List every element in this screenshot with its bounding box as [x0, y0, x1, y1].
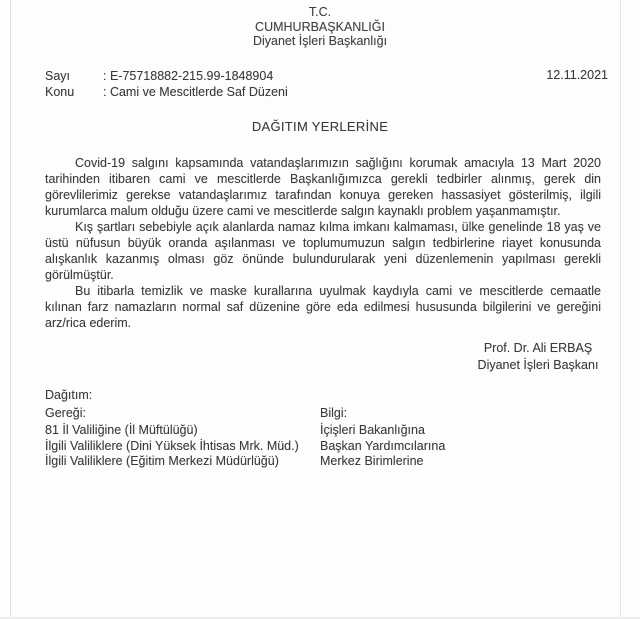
- signature-block: [438, 340, 638, 373]
- body-paragraph-3: Bu itibarla temizlik ve maske kurallarına uyulmak kaydıyla cami ve mescitlerde cemaatle kılınan farz namazların normal saf düzenine göre eda edilmesi hususunda bilgilerini ve gereğini arz/rica ederim.: [45, 284, 601, 330]
- letterhead-directorate: Diyanet İşleri Başkanlığı: [252, 34, 388, 48]
- body-paragraph-1: Covid-19 salgını kapsamında vatandaşlarımızın sağlığını korumak amacıyla 13 Mart 2020 tarihinden itibaren cami ve mescitlerde Başkanlığımızca gerekli tedbirler alınmış, gerek din görevlilerimiz gerekse vatandaşlarımız tarafından konuya gereken hassasiyet gösterilmiş, ilgili kurumlarca malum olduğu üzere cami ve mescitlerde salgın kaynaklı problem yaşanmamıştır.: [45, 156, 601, 218]
- letterhead-presidency: CUMHURBAŞKANLIĞI: [255, 19, 385, 34]
- recipient-line: DAĞITIM YERLERİNE: [251, 119, 389, 134]
- signatory-title: Diyanet İşleri Başkanı: [477, 357, 599, 372]
- distribution-section: [45, 387, 601, 470]
- geregi-item-3: İlgili Valiliklere (Eğitim Merkezi Müdürlüğü): [45, 454, 279, 468]
- geregi-item-1: 81 İl Valiliğine (İl Müftülüğü): [45, 423, 198, 437]
- bilgi-item-3: Merkez Birimlerine: [320, 454, 424, 468]
- document-meta: [45, 68, 288, 100]
- bilgi-item-1: İçişleri Bakanlığına: [320, 423, 425, 437]
- distribution-geregi-column: [45, 405, 320, 470]
- document-date: 12.11.2021: [546, 68, 608, 82]
- body-paragraph-2: Kış şartları sebebiyle açık alanlarda namaz kılma imkanı kalmaması, ülke genelinde 18 yaş ve üstü nüfusun büyük oranda aşılanması ve toplumumuzun salgın tedbirlerine riayet konusunda alışkanlık kazanmış olması göz önünde bulundurularak yeni düzenlemenin yapılması gerekli görülmüştür.: [45, 220, 601, 282]
- konu-value: : Cami ve Mescitlerde Saf Düzeni: [103, 85, 288, 99]
- letterhead: [0, 5, 640, 49]
- bilgi-item-2: Başkan Yardımcılarına: [320, 438, 446, 453]
- konu-label: Konu: [45, 85, 75, 99]
- distribution-columns: [45, 405, 601, 470]
- signatory-name: Prof. Dr. Ali ERBAŞ: [483, 341, 593, 355]
- page-left-edge: [10, 0, 11, 619]
- distribution-heading: Dağıtım:: [45, 388, 93, 402]
- distribution-bilgi-column: [320, 405, 595, 470]
- meta-row-konu: [45, 84, 288, 100]
- letterhead-state: T.C.: [308, 5, 332, 19]
- geregi-item-2: İlgili Valiliklere (Dini Yüksek İhtisas Mrk. Müd.): [45, 438, 299, 453]
- sayi-label: Sayı: [45, 69, 71, 83]
- bilgi-label: Bilgi:: [320, 406, 348, 420]
- page-right-edge: [620, 0, 621, 619]
- sayi-value: : E-75718882-215.99-1848904: [103, 69, 274, 83]
- letter-body: [45, 155, 601, 331]
- meta-row-sayi: [45, 68, 288, 84]
- geregi-label: Gereği:: [45, 406, 86, 420]
